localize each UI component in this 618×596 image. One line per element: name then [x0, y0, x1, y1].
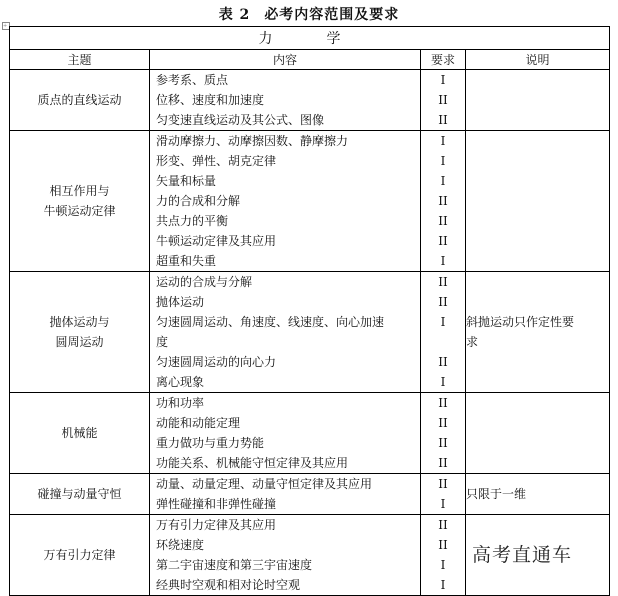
topic-cell	[10, 70, 150, 131]
level-value: II	[438, 456, 448, 470]
content-item: 离心现象	[156, 375, 205, 389]
content-item: 万有引力定律及其应用	[156, 518, 277, 532]
level-value: II	[438, 436, 448, 450]
level-value: II	[438, 93, 448, 107]
topic-text: 质点的直线运动	[37, 93, 122, 107]
level-value: I	[440, 315, 446, 329]
level-value: II	[438, 477, 448, 491]
level-value: I	[440, 558, 446, 572]
content-item: 匀变速直线运动及其公式、图像	[156, 113, 325, 127]
header-row	[10, 50, 610, 70]
content-item: 超重和失重	[156, 254, 217, 268]
content-cell	[150, 474, 421, 515]
level-value: II	[438, 194, 448, 208]
level-cell	[421, 474, 466, 515]
level-value: II	[438, 518, 448, 532]
table-caption	[0, 4, 618, 24]
note-text: 斜抛运动只作定性要	[466, 315, 575, 329]
level-value: I	[440, 375, 446, 389]
topic-text: 相互作用与	[49, 184, 110, 198]
level-value: I	[440, 497, 446, 511]
level-value: II	[438, 234, 448, 248]
topic-cell	[10, 393, 150, 474]
content-item: 度	[156, 335, 169, 349]
level-value: II	[438, 396, 448, 410]
table-body	[10, 70, 610, 596]
table-row	[10, 272, 610, 393]
header-level: 要求	[421, 50, 466, 70]
level-value: II	[438, 295, 448, 309]
level-value: I	[440, 254, 446, 268]
content-item: 抛体运动	[156, 295, 205, 309]
topic-cell	[10, 272, 150, 393]
topic-text: 抛体运动与	[49, 315, 110, 329]
topic-cell	[10, 474, 150, 515]
content-item: 矢量和标量	[156, 174, 217, 188]
content-item: 滑动摩擦力、动摩擦因数、静摩擦力	[156, 134, 349, 148]
level-cell	[421, 393, 466, 474]
topic-text: 万有引力定律	[43, 548, 116, 562]
content-item: 第二宇宙速度和第三宇宙速度	[156, 558, 313, 572]
content-item: 形变、弹性、胡克定律	[156, 154, 277, 168]
topic-text: 牛顿运动定律	[43, 204, 116, 218]
content-item: 功能关系、机械能守恒定律及其应用	[156, 456, 349, 470]
note-text: 求	[466, 335, 479, 349]
content-item: 动能和动能定理	[156, 416, 241, 430]
content-item: 重力做功与重力势能	[156, 436, 265, 450]
level-cell	[421, 272, 466, 393]
level-value: II	[438, 416, 448, 430]
topic-cell	[10, 515, 150, 596]
level-value: II	[438, 538, 448, 552]
content-item: 弹性碰撞和非弹性碰撞	[156, 497, 277, 511]
content-item: 牛顿运动定律及其应用	[156, 234, 277, 248]
table-row	[10, 474, 610, 515]
content-item: 运动的合成与分解	[156, 275, 253, 289]
content-cell	[150, 272, 421, 393]
level-cell	[421, 70, 466, 131]
content-item: 匀速圆周运动、角速度、线速度、向心加速	[156, 315, 385, 329]
note-cell	[466, 131, 610, 272]
content-item: 匀速圆周运动的向心力	[156, 355, 277, 369]
topic-text: 圆周运动	[55, 335, 104, 349]
content-item: 参考系、质点	[156, 73, 229, 87]
note-text: 只限于一维	[466, 487, 527, 501]
level-value: I	[440, 154, 446, 168]
content-cell	[150, 393, 421, 474]
table-anchor-icon: +	[2, 22, 10, 30]
level-cell	[421, 515, 466, 596]
note-cell	[466, 393, 610, 474]
content-item: 环绕速度	[156, 538, 205, 552]
content-item: 经典时空观和相对论时空观	[156, 578, 301, 592]
level-value: I	[440, 134, 446, 148]
table-row	[10, 70, 610, 131]
level-value: II	[438, 275, 448, 289]
content-cell	[150, 131, 421, 272]
note-cell	[466, 70, 610, 131]
topic-text: 机械能	[61, 426, 98, 440]
level-value: I	[440, 174, 446, 188]
topic-cell	[10, 131, 150, 272]
level-value: I	[440, 73, 446, 87]
level-value: II	[438, 355, 448, 369]
content-item: 力的合成和分解	[156, 194, 241, 208]
header-topic: 主题	[10, 50, 150, 70]
caption-title: 必考内容范围及要求	[264, 7, 400, 23]
content-item: 动量、动量定理、动量守恒定律及其应用	[156, 477, 373, 491]
content-cell	[150, 70, 421, 131]
content-item: 功和功率	[156, 396, 205, 410]
content-cell	[150, 515, 421, 596]
table-row	[10, 393, 610, 474]
content-item: 共点力的平衡	[156, 214, 229, 228]
table-row	[10, 131, 610, 272]
caption-number: 表 2	[218, 7, 251, 23]
topic-text: 碰撞与动量守恒	[37, 487, 122, 501]
requirements-table	[9, 26, 610, 596]
level-cell	[421, 131, 466, 272]
content-item: 位移、速度和加速度	[156, 93, 265, 107]
watermark: 高考直通车	[472, 544, 573, 566]
level-value: I	[440, 578, 446, 592]
level-value: II	[438, 113, 448, 127]
note-cell	[466, 474, 610, 515]
header-content: 内容	[150, 50, 421, 70]
level-value: II	[438, 214, 448, 228]
section-banner: 力 学	[10, 27, 610, 50]
note-cell	[466, 272, 610, 393]
header-note: 说明	[466, 50, 610, 70]
level-value	[421, 332, 465, 352]
